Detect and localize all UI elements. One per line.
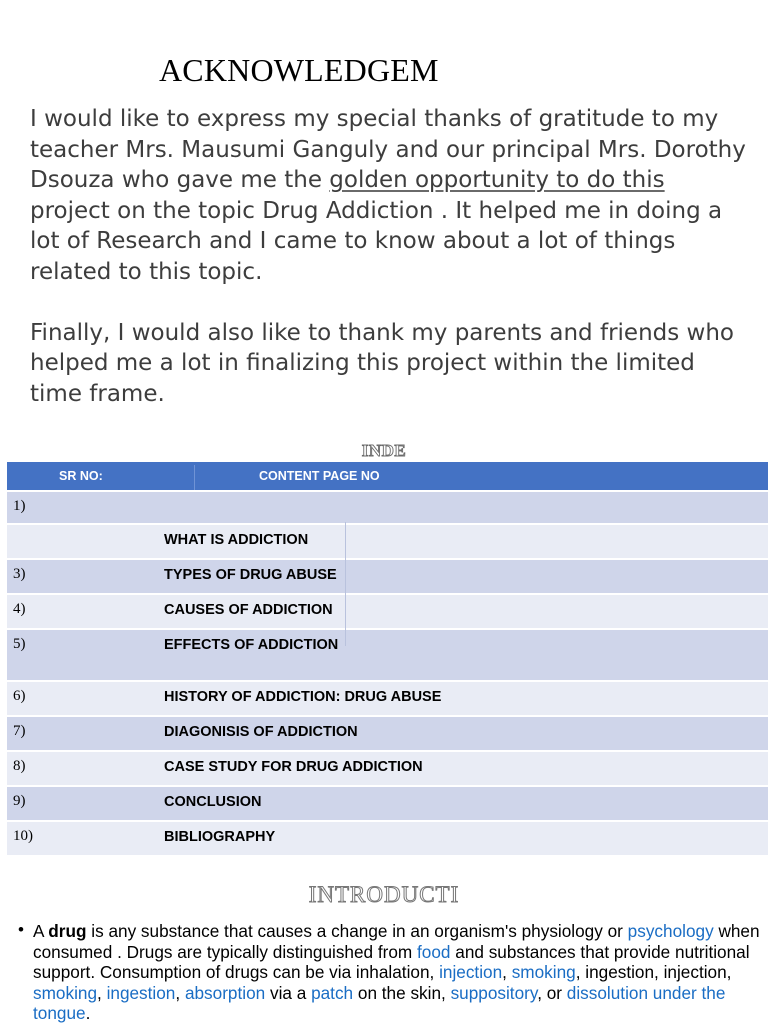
introduction-bullet	[18, 921, 763, 1024]
index-row	[7, 628, 768, 680]
index-row-sr-no: 6)	[13, 688, 26, 704]
index-row	[7, 750, 768, 785]
index-row-content: WHAT IS ADDICTION	[164, 532, 309, 548]
index-row-content: BIBLIOGRAPHY	[164, 829, 276, 845]
index-table	[7, 462, 768, 855]
intro-text: via a	[265, 982, 312, 1003]
index-row-sr-no: 10)	[13, 828, 33, 844]
table-column-line	[345, 522, 346, 646]
index-row	[7, 820, 768, 855]
index-table-body	[7, 490, 768, 855]
intro-text: on the skin,	[353, 982, 451, 1003]
intro-text: , ingestion, injection,	[575, 962, 732, 983]
index-row	[7, 715, 768, 750]
introduction-text	[33, 921, 763, 1024]
link-suppository[interactable]: suppository	[450, 982, 538, 1003]
intro-text: is any substance that causes a change in an organism's physiology or	[86, 921, 628, 941]
index-row-sr-no: 8)	[13, 758, 26, 774]
index-title: INDE	[361, 441, 407, 460]
index-row	[7, 680, 768, 715]
header-content-page-no: CONTENT PAGE NO	[259, 469, 380, 483]
link-smoking[interactable]: smoking	[511, 962, 576, 983]
acknowledgement-title: ACKNOWLEDGEM	[159, 52, 439, 88]
intro-text: A	[33, 921, 49, 941]
ack-underlined-phrase: golden opportunity to do this	[329, 167, 665, 194]
index-row-content: DIAGONISIS OF ADDICTION	[164, 724, 358, 740]
index-row-sr-no: 5)	[13, 636, 26, 652]
index-row-sr-no: 4)	[13, 601, 26, 617]
index-row-sr-no: 9)	[13, 793, 26, 809]
link-dissolution-under-the-tongue[interactable]: dissolution under the tongue	[33, 982, 726, 1024]
index-row-sr-no: 1)	[13, 498, 26, 514]
index-row-content: HISTORY OF ADDICTION: DRUG ABUSE	[164, 689, 442, 705]
link-absorption[interactable]: absorption	[184, 982, 266, 1003]
acknowledgement-body	[30, 104, 750, 429]
link-patch[interactable]: patch	[311, 982, 354, 1003]
link-food[interactable]: food	[417, 941, 451, 962]
link-ingestion[interactable]: ingestion	[106, 982, 176, 1003]
acknowledgement-paragraph-1	[30, 104, 750, 288]
index-row	[7, 558, 768, 593]
intro-text: when consumed . Drugs are typically distinguished from	[33, 921, 760, 962]
index-row-content: EFFECTS OF ADDICTION	[164, 637, 339, 653]
intro-text: , or	[537, 982, 567, 1003]
header-divider	[194, 465, 195, 490]
index-row-content: TYPES OF DRUG ABUSE	[164, 567, 337, 583]
link-smoking-2[interactable]: smoking	[33, 982, 97, 1003]
index-row	[7, 785, 768, 820]
intro-text: ,	[502, 962, 512, 983]
link-injection[interactable]: injection	[439, 962, 503, 983]
index-table-header	[7, 462, 768, 490]
index-row-sr-no: 3)	[13, 566, 26, 582]
ack-text-a: I would like to express my special thanks of gratitude to my teacher Mrs. Mausumi Ganguly and our principal Mrs. Dorothy Dsouza who gave me the	[30, 106, 746, 194]
ack-text-b: project on the topic Drug Addiction . It helped me in doing a lot of Research and I came to know about a lot of things related to this topic.	[30, 197, 723, 285]
acknowledgement-paragraph-2: Finally, I would also like to thank my parents and friends who helped me a lot in finalizing this project within the limited time frame.	[30, 319, 734, 407]
link-psychology[interactable]: psychology	[627, 921, 714, 941]
index-row-content: CONCLUSION	[164, 794, 262, 810]
bullet-icon: •	[18, 920, 24, 939]
index-row-content: CASE STUDY FOR DRUG ADDICTION	[164, 759, 423, 775]
index-row	[7, 593, 768, 628]
index-row-sr-no: 7)	[13, 723, 26, 739]
index-row	[7, 490, 768, 523]
intro-text: ,	[175, 982, 185, 1003]
header-sr-no: SR NO:	[59, 469, 103, 483]
intro-text: ,	[97, 982, 107, 1003]
index-row-content: CAUSES OF ADDICTION	[164, 602, 333, 618]
intro-bold-drug: drug	[48, 921, 87, 941]
index-row	[7, 523, 768, 558]
intro-text: .	[85, 1003, 91, 1024]
intro-text: and substances that provide nutritional support. Consumption of drugs can be via inhalation,	[33, 941, 750, 983]
introduction-title: INTRODUCTI	[308, 882, 460, 907]
